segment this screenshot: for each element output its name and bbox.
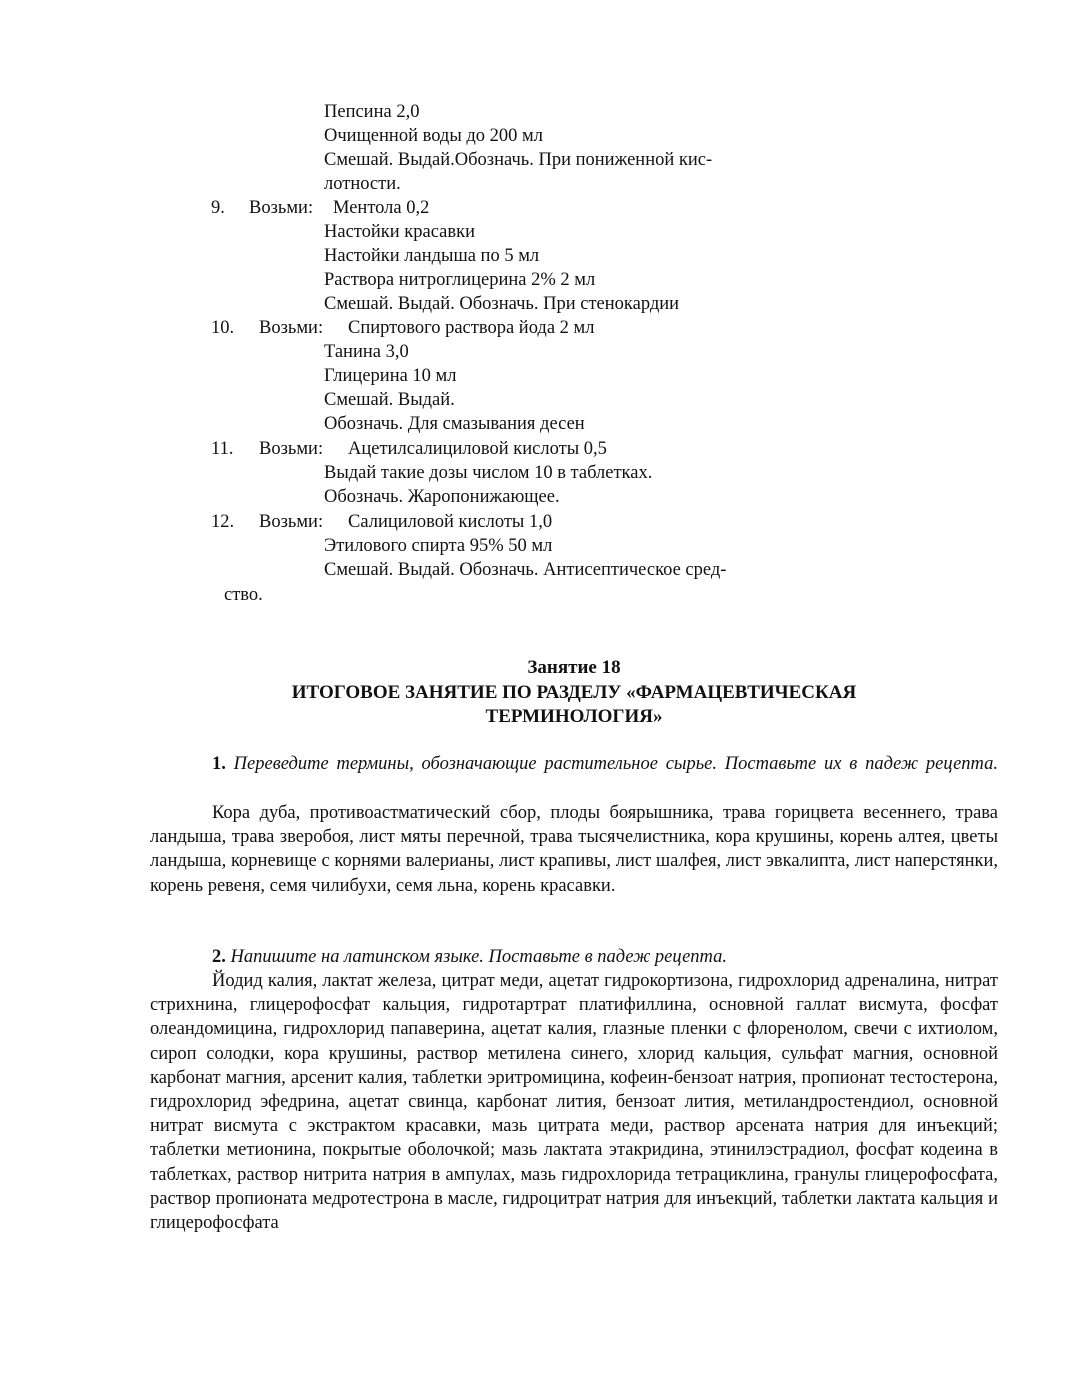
prescription-line: Танина 3,0 [324, 342, 409, 362]
lesson-label: Занятие 18 [527, 657, 621, 678]
prescription-line: Смешай. Выдай. [324, 390, 455, 410]
item-number: 10. [211, 318, 235, 338]
prescription-line: Обозначь. Для смазывания десен [324, 414, 585, 434]
task-body: Кора дуба, противоастматический сбор, плоды боярышника, трава горицвета весеннего, трава ландыша, трава зверобоя, лист мяты перечной, трава тысячелистника, кора крушины, корень алтея, цветы ландыша, корневище с корнями валерианы, лист крапивы, лист шалфея, лист эвкалипта, лист наперстянки, корень ревеня, семя чилибухи, семя льна, корень красавки. [150, 803, 998, 896]
lesson-title-continued: ТЕРМИНОЛОГИЯ» [485, 706, 663, 727]
prescription-line: Глицерина 10 мл [324, 366, 457, 386]
prescription-line-tail: ство. [224, 585, 263, 605]
item-keyword: Возьми: [259, 318, 324, 338]
item-first-ingredient: Спиртового раствора йода 2 мл [348, 318, 595, 338]
item-first-ingredient: Ацетилсалициловой кислоты 0,5 [348, 439, 607, 459]
task-instruction: Напишите на латинском языке. Поставьте в падеж рецепта. [230, 947, 728, 967]
prescription-line: Выдай такие дозы числом 10 в таблетках. [324, 463, 653, 483]
prescription-line: Смешай. Выдай.Обозначь. При пониженной кис- [324, 150, 713, 170]
task-2 [150, 945, 998, 969]
item-first-ingredient: Салициловой кислоты 1,0 [348, 512, 553, 532]
item-keyword: Возьми: [259, 512, 324, 532]
prescription-line: Пепсина 2,0 [324, 102, 420, 122]
task-number: 1. [212, 754, 226, 774]
item-keyword: Возьми: [259, 439, 324, 459]
item-number: 9. [211, 198, 225, 218]
lesson-title: ИТОГОВОЕ ЗАНЯТИЕ ПО РАЗДЕЛУ «ФАРМАЦЕВТИЧЕСКАЯ [291, 682, 857, 703]
prescription-line: Настойки ландыша по 5 мл [324, 246, 540, 266]
item-keyword: Возьми: [249, 198, 314, 218]
task-number: 2. [212, 947, 226, 967]
item-first-ingredient: Ментола 0,2 [333, 198, 430, 218]
prescription-line: Раствора нитроглицерина 2% 2 мл [324, 270, 596, 290]
prescription-line: лотности. [324, 174, 401, 194]
prescription-line: Обозначь. Жаропонижающее. [324, 487, 560, 507]
prescription-line: Смешай. Выдай. Обозначь. Антисептическое сред- [324, 560, 727, 580]
prescription-line: Настойки красавки [324, 222, 476, 242]
task-instruction: Переведите термины, обозначающие растительное сырье. Поставьте их в падеж рецепта. [233, 754, 998, 774]
prescription-line: Смешай. Выдай. Обозначь. При стенокардии [324, 294, 680, 314]
prescription-line: Этилового спирта 95% 50 мл [324, 536, 553, 556]
item-number: 12. [211, 512, 235, 532]
task-body: Йодид калия, лактат железа, цитрат меди, ацетат гидрокортизона, гидрохлорид адреналина, нитрат стрихнина, глицерофосфат кальция, гидротартрат платифиллина, основной галлат висмута, фосфат олеандомицина, гидрохлорид папаверина, ацетат калия, глазные пленки с флоренолом, свечи с ихтиолом, сироп солодки, кора крушины, раствор метилена синего, хлорид кальция, сульфат магния, основной карбонат магния, арсенит калия, таблетки эритромицина, кофеин-бензоат натрия, пропионат тестостерона, гидрохлорид эфедрина, ацетат свинца, карбонат лития, бензоат лития, метиландростендиол, основной нитрат висмута с экстрактом красавки, мазь цитрата меди, раствор арсената натрия для инъекций; таблетки метионина, покрытые оболочкой; мазь лактата этакридина, этинилэстрадиол, фосфат кодеина в таблетках, раствор нитрита натрия в ампулах, мазь гидрохлорида тетрациклина, гранулы глицерофосфата, раствор пропионата медротестрона в масле, гидроцитрат натрия для инъекций, таблетки лактата кальция и глицерофосфата [150, 971, 998, 1234]
prescription-line: Очищенной воды до 200 мл [324, 126, 543, 146]
item-number: 11. [211, 439, 234, 459]
task-1 [150, 752, 998, 776]
